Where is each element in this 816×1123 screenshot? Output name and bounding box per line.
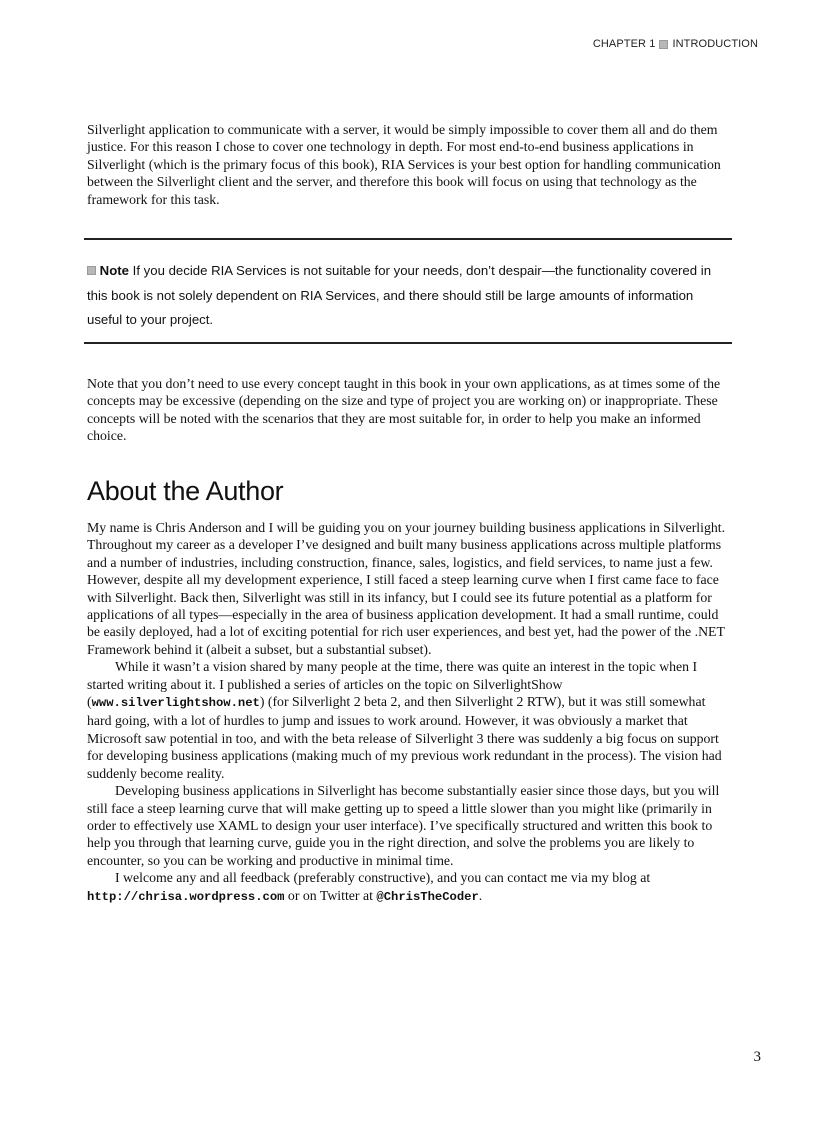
p2-text-end: ) (for Silverlight 2 beta 2, and then Silverlight 2 RTW), but it was still somewhat hard going, with a lot of hurdles to jump and issues to work around. However, it was obviously a market that Microsoft saw potential in too, and with the beta release of Silverlight 3 there was suddenly a big focus on support for developing business applications (making much of my previous work redundant in the process). The vision had suddenly become reality. — [87, 694, 722, 781]
p2-text-start: While it wasn’t a vision shared by many people at the time, there was quite an interest in the topic when I started writing about it. I published a series of articles on the topic on SilverlightShow ( — [87, 659, 698, 710]
note-text — [87, 259, 727, 333]
about-paragraph-3: Developing business applications in Silverlight has become substantially easier since those days, but you will still face a steep learning curve that will make getting up to speed a little slower than you might like (primarily in order to effectively use XAML to design your user interface). I’ve specifically structured and written this book to help you through that learning curve, guide you in the right direction, and solve the problems you are likely to encounter, so you can be working and productive in minimal time. — [87, 783, 720, 868]
note-body: If you decide RIA Services is not suitable for your needs, don’t despair—the functionality covered in this book is not solely dependent on RIA Services, and there should still be large amounts of information useful to your project. — [87, 263, 712, 327]
about-author-section — [87, 519, 732, 906]
p4-text-middle: or on Twitter at — [284, 887, 377, 903]
p4-text-start: I welcome any and all feedback (preferably constructive), and you can contact me via my blog at — [115, 870, 651, 886]
section-heading: About the Author — [87, 476, 284, 506]
intro-paragraph — [87, 121, 732, 208]
running-header — [593, 38, 758, 50]
page-number: 3 — [753, 1049, 761, 1065]
square-bullet-icon — [659, 40, 668, 49]
note-label: Note — [99, 263, 129, 278]
blog-link[interactable]: http://chrisa.wordpress.com — [87, 889, 285, 904]
concepts-paragraph — [87, 375, 732, 445]
note-box — [84, 238, 732, 344]
square-bullet-icon — [87, 266, 96, 275]
silverlightshow-link[interactable]: www.silverlightshow.net — [91, 696, 260, 711]
concepts-paragraph-text: Note that you don’t need to use every concept taught in this book in your own applications, as at times some of the concepts may be excessive (depending on the size and type of project you are working on) or inappropriate. These concepts will be noted with the scenarios that they are most suitable for, in order to help you make an informed choice. — [87, 376, 721, 444]
about-paragraph-2 — [87, 658, 732, 782]
intro-paragraph-text: Silverlight application to communicate with a server, it would be simply impossible to cover them all and do them justice. For this reason I chose to cover one technology in depth. For most end-to-end business applications in Silverlight (which is the primary focus of this book), RIA Services is your best option for handling communication between the Silverlight client and the server, and therefore this book will focus on using that technology as the framework for this task. — [87, 122, 721, 207]
header-section: INTRODUCTION — [672, 38, 758, 50]
about-paragraph-1: My name is Chris Anderson and I will be guiding you on your journey building business applications in Silverlight. Throughout my career as a developer I’ve designed and built many business applications across multiple platforms and a number of industries, including construction, finance, sales, logistics, and field services, to name just a few. However, despite all my development experience, I still faced a steep learning curve when I first came face to face with Silverlight. Back then, Silverlight was still in its infancy, but I could see its future potential as a platform for applications of all types—especially in the area of business application development. It had a small runtime, could be easily deployed, had a lot of exciting potential for rich user experiences, and best yet, had the power of the .NET Framework behind it (albeit a subset, but a substantial subset). — [87, 520, 726, 657]
header-chapter: CHAPTER 1 — [592, 38, 656, 50]
about-paragraph-4 — [87, 869, 732, 906]
twitter-handle[interactable]: @ChrisTheCoder — [376, 889, 479, 904]
p4-text-end: . — [478, 887, 483, 903]
